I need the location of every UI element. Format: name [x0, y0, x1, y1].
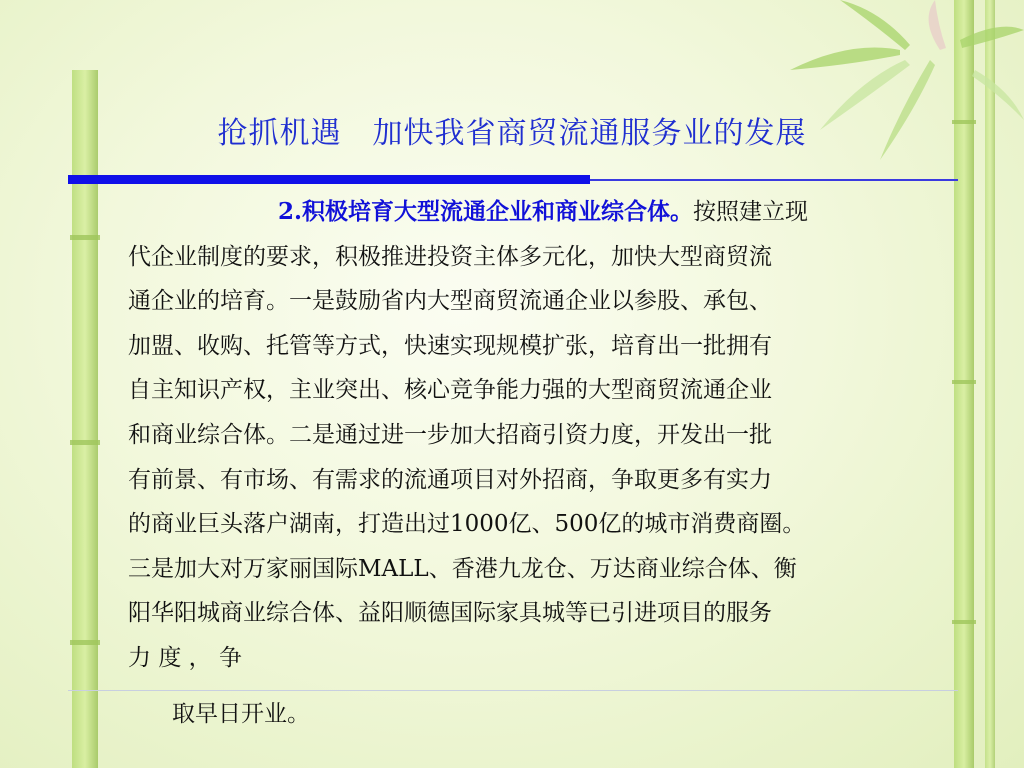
paragraph-line: 代企业制度的要求，积极推进投资主体多元化，加快大型商贸流 [128, 243, 772, 270]
first-line-text: 按照建立现 [693, 199, 809, 225]
justified-char: 度 [158, 644, 182, 671]
section-heading: 2.积极培育大型流通企业和商业综合体。 [278, 198, 694, 225]
paragraph-line: 有前景、有市场、有需求的流通项目对外招商，争取更多有实力 [128, 466, 772, 493]
paragraph-line: 的商业巨头落户湖南，打造出过1000亿、500亿的城市消费商圈。 [128, 511, 806, 538]
justified-char: ， [188, 644, 212, 671]
text-box-bottom-border [68, 690, 958, 691]
paragraph-line: 三是加大对万家丽国际MALL、香港九龙仓、万达商业综合体、衡 [128, 555, 797, 582]
paragraph-line: 加盟、收购、托管等方式，快速实现规模扩张，培育出一批拥有 [128, 332, 772, 359]
paragraph-justified-line [128, 636, 936, 681]
paragraph-last-line: 取早日开业。 [172, 701, 310, 727]
body-paragraph [128, 190, 948, 681]
paragraph-line: 阳华阳城商业综合体、益阳顺德国际家具城等已引进项目的服务 [128, 600, 772, 627]
title-underline-rule [590, 179, 958, 181]
title-underline-bar [68, 175, 590, 184]
paragraph-line: 和商业综合体。二是通过进一步加大招商引资力度，开发出一批 [128, 421, 772, 448]
justified-char: 争 [218, 644, 242, 671]
paragraph-first-line [128, 190, 948, 235]
paragraph-line: 自主知识产权，主业突出、核心竞争能力强的大型商贸流通企业 [128, 377, 772, 404]
paragraph-line: 通企业的培育。一是鼓励省内大型商贸流通企业以参股、承包、 [128, 288, 772, 315]
justified-char: 力 [128, 644, 151, 671]
slide-title: 抢抓机遇 加快我省商贸流通服务业的发展 [217, 116, 807, 151]
